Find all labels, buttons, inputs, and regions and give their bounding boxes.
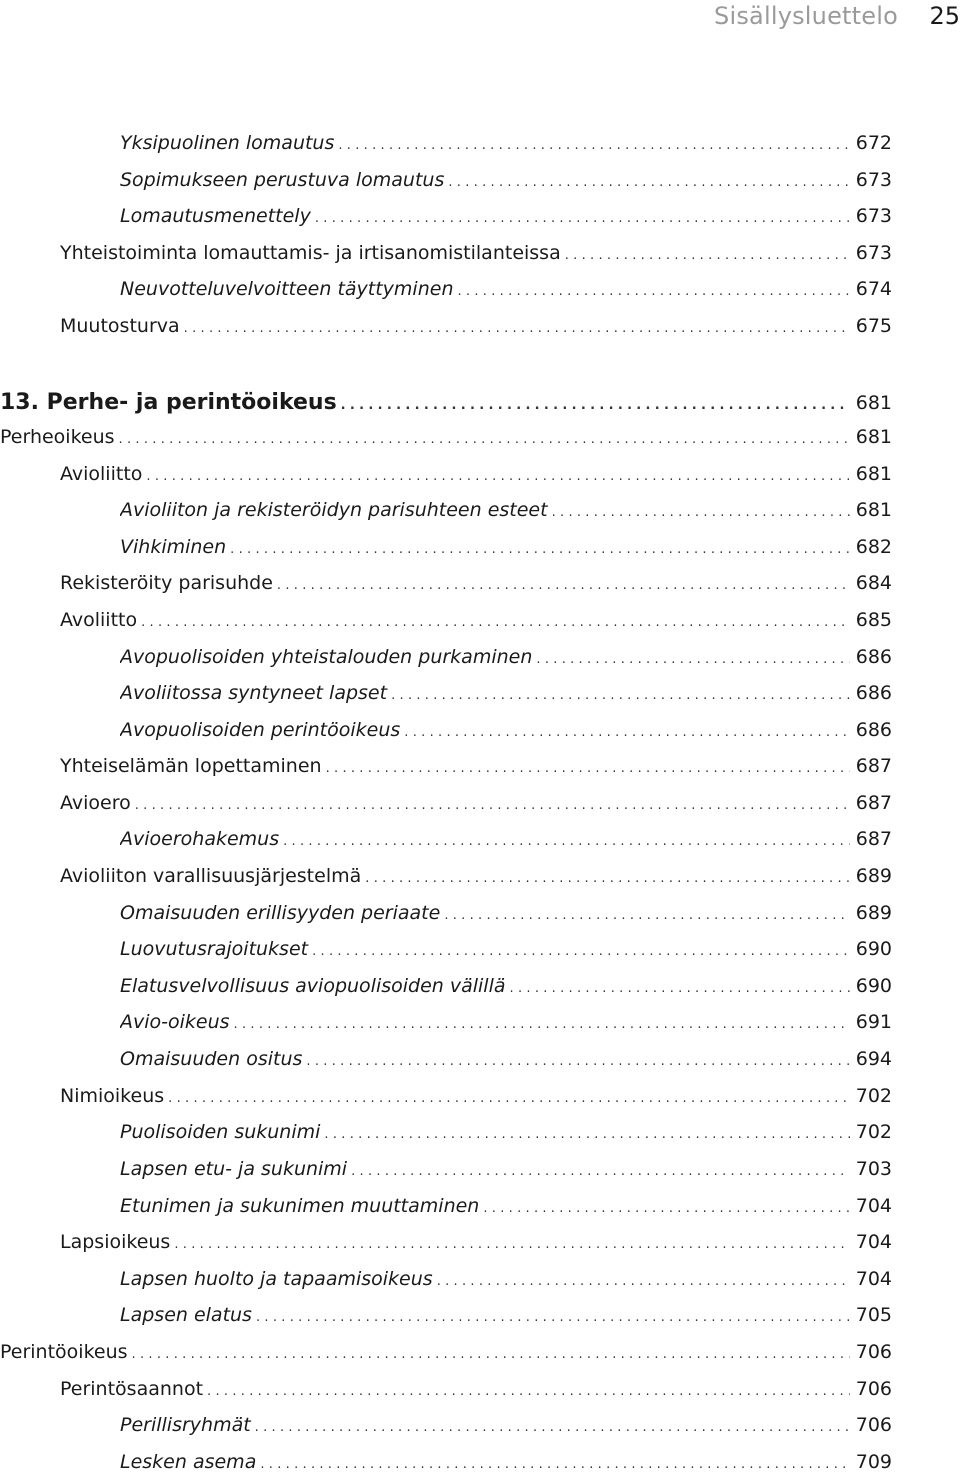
toc-entry-page: 682 xyxy=(855,536,892,558)
toc-entry-page: 681 xyxy=(855,392,892,414)
toc-entry-label: Elatusvelvollisuus aviopuolisoiden välillä xyxy=(120,975,506,997)
dot-leader xyxy=(510,981,850,996)
toc-entry-label: Avoliitto xyxy=(60,609,138,631)
toc-entry-label: Vihkiminen xyxy=(120,536,227,558)
dot-leader xyxy=(365,871,849,886)
toc-entry-page: 675 xyxy=(855,315,892,337)
toc-entry-label: Sopimukseen perustuva lomautus xyxy=(120,169,445,191)
toc-entry-page: 706 xyxy=(855,1414,892,1436)
toc-entry-page: 684 xyxy=(855,572,892,594)
toc-entry-page: 686 xyxy=(855,646,892,668)
toc-entry-page: 706 xyxy=(855,1378,892,1400)
page-number: 25 xyxy=(929,2,960,30)
toc-entry-page: 687 xyxy=(855,792,892,814)
toc-entry[interactable] xyxy=(120,1268,892,1300)
dot-leader xyxy=(135,798,850,813)
toc-entry-label: Perintösaannot xyxy=(60,1378,204,1400)
toc-entry-label: Rekisteröity parisuhde xyxy=(60,572,273,594)
toc-entry-page: 689 xyxy=(855,865,892,887)
toc-entry[interactable] xyxy=(60,792,892,824)
dot-leader xyxy=(444,908,849,923)
toc-entry-label: Omaisuuden erillisyyden periaate xyxy=(120,902,441,924)
toc-entry-label: Lapsen elatus xyxy=(120,1304,252,1326)
dot-leader xyxy=(146,469,849,484)
toc-entry-page: 704 xyxy=(855,1195,892,1217)
toc-entry[interactable] xyxy=(60,609,892,641)
dot-leader xyxy=(277,578,850,593)
dot-leader xyxy=(119,432,850,447)
dot-leader xyxy=(141,615,850,630)
toc-entry-page: 689 xyxy=(855,902,892,924)
toc-entry-page: 691 xyxy=(855,1011,892,1033)
toc-entry-label: Avioliiton ja rekisteröidyn parisuhteen esteet xyxy=(120,499,548,521)
toc-entry-label: Neuvotteluvelvoitteen täyttyminen xyxy=(120,278,454,300)
dot-leader xyxy=(184,321,850,336)
toc-entry-label: Avoliitossa syntyneet lapset xyxy=(120,682,388,704)
dot-leader xyxy=(404,725,849,740)
toc-entry-label: Yhteistoiminta lomauttamis- ja irtisanomistilanteissa xyxy=(60,242,561,264)
toc-entry-label: Puolisoiden sukunimi xyxy=(120,1121,321,1143)
dot-leader xyxy=(255,1420,850,1435)
toc-entry-label: Yksipuolinen lomautus xyxy=(120,132,335,154)
toc-entry-page: 681 xyxy=(855,426,892,448)
dot-leader xyxy=(448,175,849,190)
toc-entry[interactable] xyxy=(120,499,892,531)
toc-entry[interactable] xyxy=(120,1451,892,1483)
running-title: Sisällysluettelo xyxy=(714,2,898,30)
toc-entry-page: 674 xyxy=(855,278,892,300)
toc-entry-label: Yhteiselämän lopettaminen xyxy=(60,755,322,777)
toc-entry[interactable] xyxy=(120,132,892,164)
toc-entry[interactable] xyxy=(60,1231,892,1263)
dot-leader xyxy=(324,1127,849,1142)
toc-entry[interactable] xyxy=(60,315,892,347)
toc-entry-page: 690 xyxy=(855,975,892,997)
dot-leader xyxy=(174,1237,849,1252)
toc-entry[interactable] xyxy=(60,1378,892,1410)
toc-chapter-entry[interactable] xyxy=(0,390,892,422)
toc-entry-page: 681 xyxy=(855,463,892,485)
toc-entry-label: Lomautusmenettely xyxy=(120,205,311,227)
toc-entry-label: Perintöoikeus xyxy=(0,1341,128,1363)
dot-leader xyxy=(132,1347,850,1362)
toc-entry-page: 705 xyxy=(855,1304,892,1326)
dot-leader xyxy=(552,505,850,520)
toc-entry[interactable] xyxy=(120,1048,892,1080)
toc-entry-label: Lapsen etu- ja sukunimi xyxy=(120,1158,348,1180)
toc-entry-page: 673 xyxy=(855,242,892,264)
toc-entry-label: Avioliitto xyxy=(60,463,143,485)
toc-entry-page: 706 xyxy=(855,1341,892,1363)
toc-entry-page: 687 xyxy=(855,828,892,850)
toc-entry[interactable] xyxy=(120,1195,892,1227)
toc-entry[interactable] xyxy=(120,938,892,970)
toc-entry-label: Perheoikeus xyxy=(0,426,115,448)
toc-entry-label: Etunimen ja sukunimen muuttaminen xyxy=(120,1195,480,1217)
toc-entry-label: Avio-oikeus xyxy=(120,1011,230,1033)
dot-leader xyxy=(306,1054,849,1069)
dot-leader xyxy=(260,1457,849,1472)
toc-entry[interactable] xyxy=(120,1011,892,1043)
toc-entry-label: Omaisuuden ositus xyxy=(120,1048,303,1070)
dot-leader xyxy=(565,248,850,263)
toc-entry-label: Avioerohakemus xyxy=(120,828,280,850)
dot-leader xyxy=(283,834,850,849)
toc-entry-page: 686 xyxy=(855,682,892,704)
toc-entry[interactable] xyxy=(120,682,892,714)
toc-entry-page: 704 xyxy=(855,1268,892,1290)
toc-entry[interactable] xyxy=(60,1085,892,1117)
toc-entry[interactable] xyxy=(0,1341,892,1373)
toc-entry-page: 694 xyxy=(855,1048,892,1070)
dot-leader xyxy=(536,652,849,667)
toc-entry[interactable] xyxy=(120,975,892,1007)
toc-entry[interactable] xyxy=(60,572,892,604)
toc-entry[interactable] xyxy=(120,1121,892,1153)
toc-entry[interactable] xyxy=(60,242,892,274)
toc-entry[interactable] xyxy=(60,463,892,495)
dot-leader xyxy=(391,688,850,703)
toc-entry[interactable] xyxy=(120,1304,892,1336)
toc-entry-page: 685 xyxy=(855,609,892,631)
toc-entry[interactable] xyxy=(120,205,892,237)
dot-leader xyxy=(457,284,849,299)
dot-leader xyxy=(207,1384,850,1399)
toc-entry-page: 681 xyxy=(855,499,892,521)
dot-leader xyxy=(312,944,850,959)
toc-entry-label: Lapsen huolto ja tapaamisoikeus xyxy=(120,1268,433,1290)
dot-leader xyxy=(315,211,850,226)
toc-entry-label: Luovutusrajoitukset xyxy=(120,938,309,960)
toc-entry-page: 686 xyxy=(855,719,892,741)
toc-entry[interactable] xyxy=(0,426,892,458)
toc-entry-page: 687 xyxy=(855,755,892,777)
toc-entry-label: Avopuolisoiden yhteistalouden purkaminen xyxy=(120,646,533,668)
toc-entry[interactable] xyxy=(120,828,892,860)
dot-leader xyxy=(326,761,850,776)
toc-entry-label: Avopuolisoiden perintöoikeus xyxy=(120,719,401,741)
dot-leader xyxy=(483,1201,849,1216)
toc-entry-page: 673 xyxy=(855,205,892,227)
toc-entry-label: Muutosturva xyxy=(60,315,180,337)
dot-leader xyxy=(351,1164,850,1179)
toc-entry[interactable] xyxy=(120,902,892,934)
toc-entry[interactable] xyxy=(120,278,892,310)
toc-entry-page: 672 xyxy=(855,132,892,154)
dot-leader xyxy=(338,138,849,153)
dot-leader xyxy=(341,398,850,413)
toc-entry[interactable] xyxy=(120,719,892,751)
toc-entry-page: 702 xyxy=(855,1085,892,1107)
page-header xyxy=(0,0,960,40)
toc-entry[interactable] xyxy=(120,1158,892,1190)
dot-leader xyxy=(256,1310,850,1325)
dot-leader xyxy=(230,542,850,557)
toc-entry-label: Perillisryhmät xyxy=(120,1414,251,1436)
dot-leader xyxy=(234,1017,850,1032)
toc-entry[interactable] xyxy=(60,865,892,897)
toc-entry-label: Nimioikeus xyxy=(60,1085,165,1107)
dot-leader xyxy=(168,1091,850,1106)
toc-entry[interactable] xyxy=(120,646,892,678)
dot-leader xyxy=(437,1274,850,1289)
toc-entry-page: 709 xyxy=(855,1451,892,1473)
toc-entry[interactable] xyxy=(120,1414,892,1446)
toc-entry-label: Lapsioikeus xyxy=(60,1231,171,1253)
toc-entry[interactable] xyxy=(60,755,892,787)
toc-entry[interactable] xyxy=(120,169,892,201)
toc-entry[interactable] xyxy=(120,536,892,568)
toc-entry-label: Avioero xyxy=(60,792,131,814)
toc-entry-label: 13. Perhe- ja perintöoikeus xyxy=(0,390,337,415)
toc-entry-label: Lesken asema xyxy=(120,1451,257,1473)
toc-entry-label: Avioliiton varallisuusjärjestelmä xyxy=(60,865,362,887)
toc-entry-page: 690 xyxy=(855,938,892,960)
toc-entry-page: 704 xyxy=(855,1231,892,1253)
toc-entry-page: 703 xyxy=(855,1158,892,1180)
toc-entry-page: 702 xyxy=(855,1121,892,1143)
toc-entry-page: 673 xyxy=(855,169,892,191)
